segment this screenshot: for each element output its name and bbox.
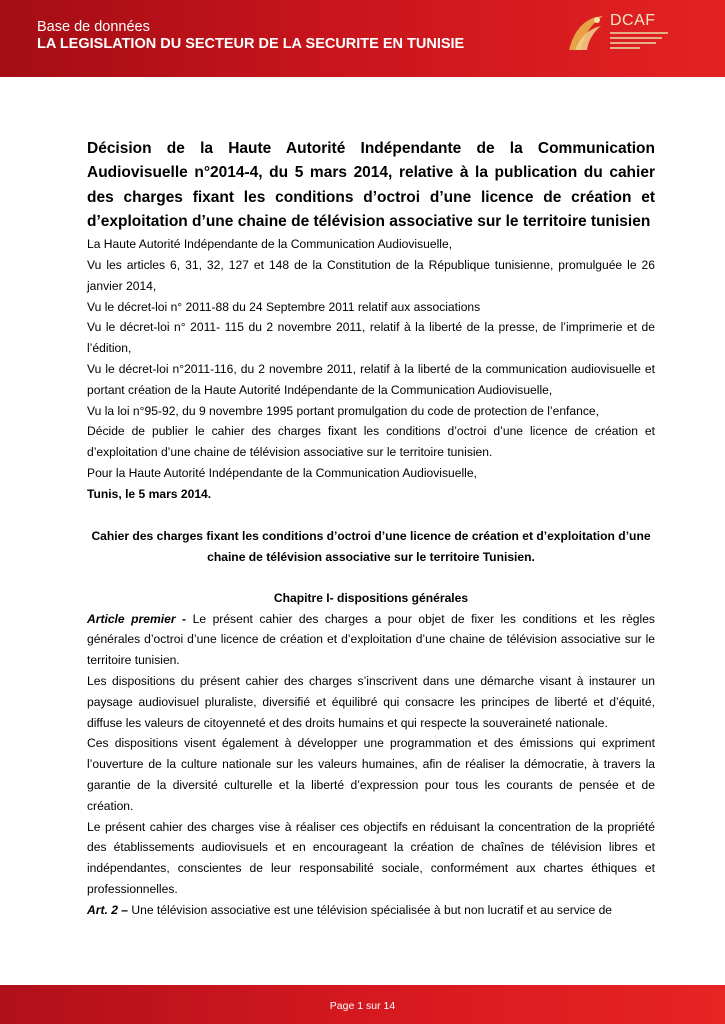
logo-tagline-lines	[610, 32, 668, 52]
document-body	[87, 137, 655, 921]
preamble-line: Vu le décret-loi n° 2011- 115 du 2 novembre 2011, relatif à la liberté de la presse, de l’imprimerie et de l’édition,	[87, 320, 655, 356]
dcaf-emblem-icon	[563, 10, 609, 56]
preamble-line: Décide de publier le cahier des charges fixant les conditions d’octroi d’une licence de création et d’exploitation d’une chaine de télévision associative sur le territoire tunisien.	[87, 424, 655, 460]
preamble-line: Vu le décret-loi n° 2011-88 du 24 Septembre 2011 relatif aux associations	[87, 299, 481, 314]
page-footer	[0, 985, 725, 1024]
preamble-line: Pour la Haute Autorité Indépendante de la Communication Audiovisuelle,	[87, 465, 477, 480]
chapter-title: Chapitre I- dispositions générales	[273, 590, 469, 605]
preamble-line: Vu le décret-loi n°2011-116, du 2 novembre 2011, relatif à la liberté de la communication audiovisuelle et portant création de la Haute Autorité Indépendante de la Communication Audiovisuelle,	[87, 361, 655, 397]
article-1-paragraph: Les dispositions du présent cahier des charges s’inscrivent dans une démarche visant à instaurer un paysage audiovisuel pluraliste, diversifié et équilibré qui consacre les principes de liberté et d’équité, diffuse les valeurs de citoyenneté et des droits humains et qui respecte la souveraineté nationale.	[87, 673, 655, 730]
page-number: Page 1 sur 14	[329, 1000, 396, 1012]
article-1	[87, 609, 655, 671]
header-title: LA LEGISLATION DU SECTEUR DE LA SECURITE EN TUNISIE	[37, 36, 465, 52]
header-subtitle: Base de données	[37, 19, 150, 35]
preamble-line: Vu les articles 6, 31, 32, 127 et 148 de la Constitution de la République tunisienne, promulguée le 26 janvier 2014,	[87, 257, 655, 293]
article-2-label: Art. 2 –	[87, 902, 132, 917]
header-text	[37, 19, 464, 53]
document-title: Décision de la Haute Autorité Indépendante de la Communication Audiovisuelle n°2014-4, du 5 mars 2014, relative à la publication du cahier des charges fixant les conditions d’octroi d’une licence de création et d’exploitation d’une chaine de télévision associative sur le territoire tunisien	[87, 140, 655, 230]
article-1-label: Article premier -	[87, 611, 193, 626]
signature-line: Tunis, le 5 mars 2014.	[87, 486, 212, 501]
logo-text: DCAF	[610, 12, 656, 29]
article-1-paragraph: Le présent cahier des charges vise à réaliser ces objectifs en réduisant la concentration de la propriété des établissements audiovisuels et en encourageant la création de chaînes de télévision libres et indépendantes, conscientes de leur responsabilité sociale, conformément aux chartes éthiques et professionnelles.	[87, 819, 655, 896]
page-header	[0, 0, 725, 77]
article-2	[87, 900, 655, 921]
article-1-paragraph: Ces dispositions visent également à développer une programmation et des émissions qui expriment l’ouverture de la culture nationale sur les valeurs humaines, afin de réaliser la démocratie, à travers la garantie de la diversité culturelle et la liberté d’expression pour tous les courants de pensée et de création.	[87, 736, 655, 813]
cahier-title: Cahier des charges fixant les conditions d’octroi d’une licence de création et d’exploitation d’une chaine de télévision associative sur le territoire Tunisien.	[91, 528, 651, 564]
preamble-line: La Haute Autorité Indépendante de la Communication Audiovisuelle,	[87, 237, 453, 252]
article-2-text: Une télévision associative est une télévision spécialisée à but non lucratif et au service de	[131, 902, 613, 917]
preamble-line: Vu la loi n°95-92, du 9 novembre 1995 portant promulgation du code de protection de l’enfance,	[87, 403, 599, 418]
dcaf-logo	[563, 10, 683, 60]
article-1-text: Le présent cahier des charges a pour objet de fixer les conditions et les règles générales d’octroi d’une licence de création et d’exploitation d’une chaine de télévision associative sur le territoire tunisien.	[87, 611, 655, 668]
